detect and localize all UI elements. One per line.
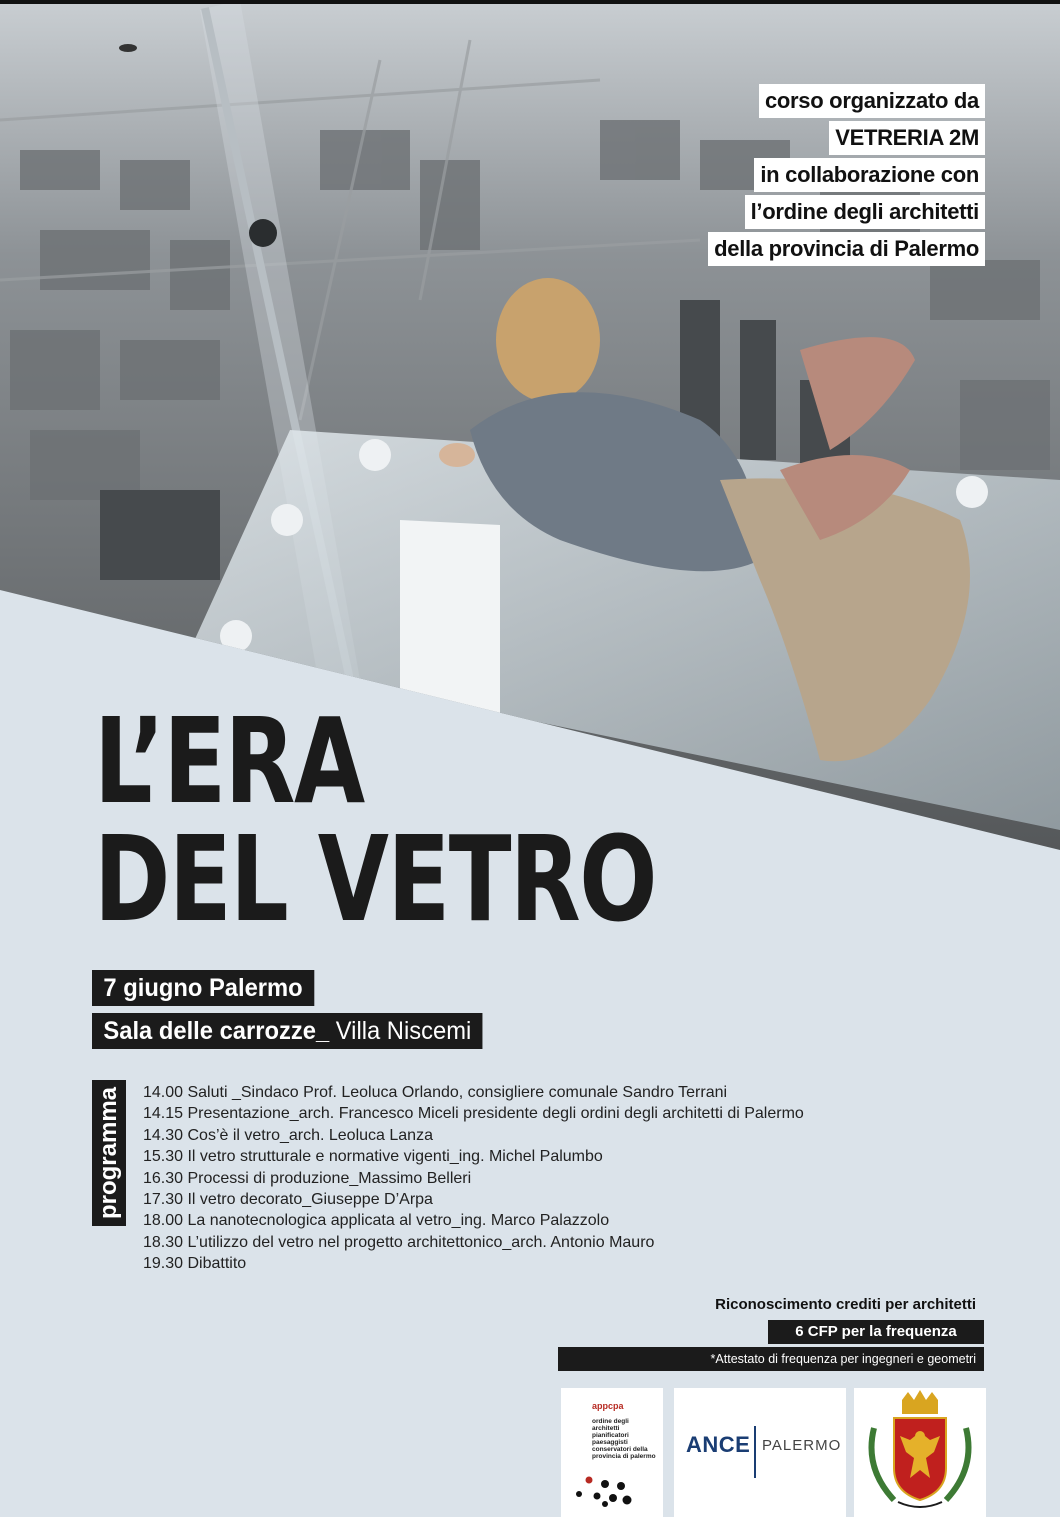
palermo-coat-of-arms-icon (854, 1388, 986, 1517)
organizer-line: l’ordine degli architetti (745, 195, 985, 229)
title-line-1: L’ERA (94, 692, 364, 830)
schedule-item: 14.30 Cos’è il vetro_arch. Leoluca Lanza (143, 1126, 433, 1144)
attendance-note: *Attestato di frequenza per ingegneri e geometri (558, 1347, 984, 1371)
programme-schedule (143, 1082, 804, 1275)
appcpa-wordmark: appcpa (592, 1401, 624, 1411)
event-venue (92, 1013, 483, 1049)
schedule-item: 15.30 Il vetro strutturale e normative vigenti_ing. Michel Palumbo (143, 1148, 603, 1166)
ance-wordmark: ANCE (686, 1432, 751, 1457)
cfp-badge: 6 CFP per la frequenza (768, 1320, 984, 1344)
organizer-line: corso organizzato da (759, 84, 985, 118)
schedule-item: 18.30 L’utilizzo del vetro nel progetto architettonico_arch. Antonio Mauro (143, 1233, 655, 1251)
ance-city: PALERMO (762, 1437, 842, 1454)
programme-label: programma (95, 1086, 122, 1220)
venue-place: Villa Niscemi (329, 1017, 472, 1045)
credits-title: Riconoscimento crediti per architetti (715, 1296, 976, 1313)
poster-title (94, 692, 814, 948)
schedule-item: 18.00 La nanotecnologica applicata al vetro_ing. Marco Palazzolo (143, 1212, 610, 1230)
organizer-line: della provincia di Palermo (708, 232, 985, 266)
ance-logo (674, 1388, 846, 1517)
organizer-line: in collaborazione con (754, 158, 985, 192)
venue-name: Sala delle carrozze_ (103, 1017, 330, 1045)
schedule-item: 14.15 Presentazione_arch. Francesco Miceli presidente degli ordini degli architetti di Palermo (143, 1105, 804, 1123)
palermo-coat-of-arms (854, 1388, 986, 1517)
appcpa-logo (561, 1388, 663, 1517)
event-date: 7 giugno Palermo (92, 970, 314, 1006)
appcpa-caption: ordine degli architetti pianificatori paesaggisti conservatori della provincia di palermo (592, 1418, 656, 1460)
ance-divider (754, 1426, 756, 1478)
organizer-line: VETRERIA 2M (829, 121, 985, 155)
title-line-2: DEL VETRO (94, 810, 656, 948)
appcpa-dots-icon (575, 1474, 635, 1510)
schedule-item: 17.30 Il vetro decorato_Giuseppe D’Arpa (143, 1191, 433, 1209)
schedule-item: 14.00 Saluti _Sindaco Prof. Leoluca Orlando, consigliere comunale Sandro Terrani (143, 1084, 728, 1101)
schedule-item: 16.30 Processi di produzione_Massimo Belleri (143, 1169, 472, 1187)
organizer-block (708, 84, 985, 269)
schedule-item: 19.30 Dibattito (143, 1255, 247, 1273)
